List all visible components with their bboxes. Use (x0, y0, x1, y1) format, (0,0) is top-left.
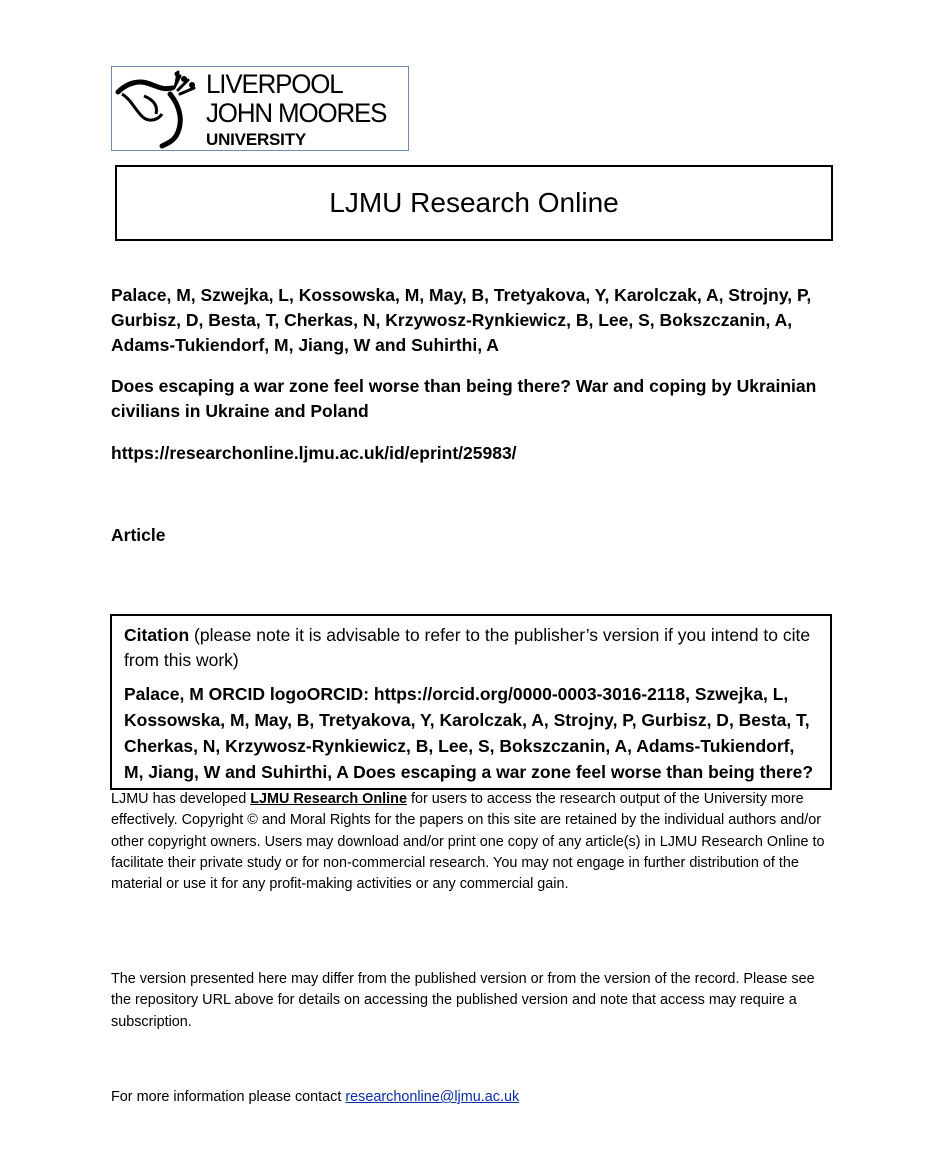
paper-title: Does escaping a war zone feel worse than being there? War and coping by Ukrainian civilians in Ukraine and Poland (111, 376, 817, 421)
contact-email-link[interactable]: researchonline@ljmu.ac.uk (345, 1089, 520, 1105)
rights-prefix: LJMU has developed (111, 791, 251, 807)
logo-line-3: UNIVERSITY (206, 130, 307, 149)
rights-text: for users to access the research output of the University more effectively. Copyright © and Moral Rights for the papers on this site are retained by the individual authors and/or other copyright owners. Users may download and/or print one copy of any article(s) in LJMU Research Online to facilitate their private study or for non-commercial research. You may not engage in further distribution of the material or use it for any profit-making activities or any commercial gain. (111, 791, 825, 893)
eprint-url[interactable]: https://researchonline.ljmu.ac.uk/id/eprint/25983/ (111, 443, 517, 463)
authors: Palace, M, Szwejka, L, Kossowska, M, May, B, Tretyakova, Y, Karolczak, A, Strojny, P, Gurbisz, D, Besta, T, Cherkas, N, Krzywosz-Rynkiewicz, B, Lee, S, Bokszczanin, A, Adams-Tukiendorf, M, Jiang, W and Suhirthi, A (111, 285, 812, 355)
repository-title: LJMU Research Online (329, 187, 619, 218)
version-note: The version presented here may differ from the published version or from the version of the record. Please see the repository URL above for details on accessing the published version and note that access may require a subscription. (111, 971, 815, 1030)
logo-line-1: LIVERPOOL (206, 69, 343, 99)
citation-note: (please note it is advisable to refer to the publisher’s version if you intend to cite from this work) (124, 625, 811, 670)
citation-intro (124, 623, 818, 673)
contact-prefix: For more information please contact (111, 1089, 346, 1105)
contact-line (111, 1087, 835, 1108)
citation-text: Palace, M ORCID logoORCID: https://orcid.org/0000-0003-3016-2118, Szwejka, L, Kossowska, M, May, B, Tretyakova, Y, Karolczak, A, Strojny, P, Gurbisz, D, Besta, T, Cherkas, N, Krzywosz-Rynkiewicz, B, Lee, S, Bokszczanin, A, Adams-Tukiendorf, M, Jiang, W and Suhirthi, A Does escaping a war zone feel worse than being there? (124, 684, 814, 782)
logo-line-2: JOHN MOORES (206, 98, 387, 128)
citation-label: Citation (124, 625, 190, 645)
ljmu-research-online-link[interactable]: LJMU Research Online (250, 791, 407, 807)
rights-statement (111, 789, 835, 895)
repository-title-box (115, 165, 833, 241)
citation-box (110, 614, 832, 790)
liver-bird-icon (114, 70, 204, 150)
item-type: Article (111, 525, 166, 545)
university-logo (111, 66, 409, 151)
